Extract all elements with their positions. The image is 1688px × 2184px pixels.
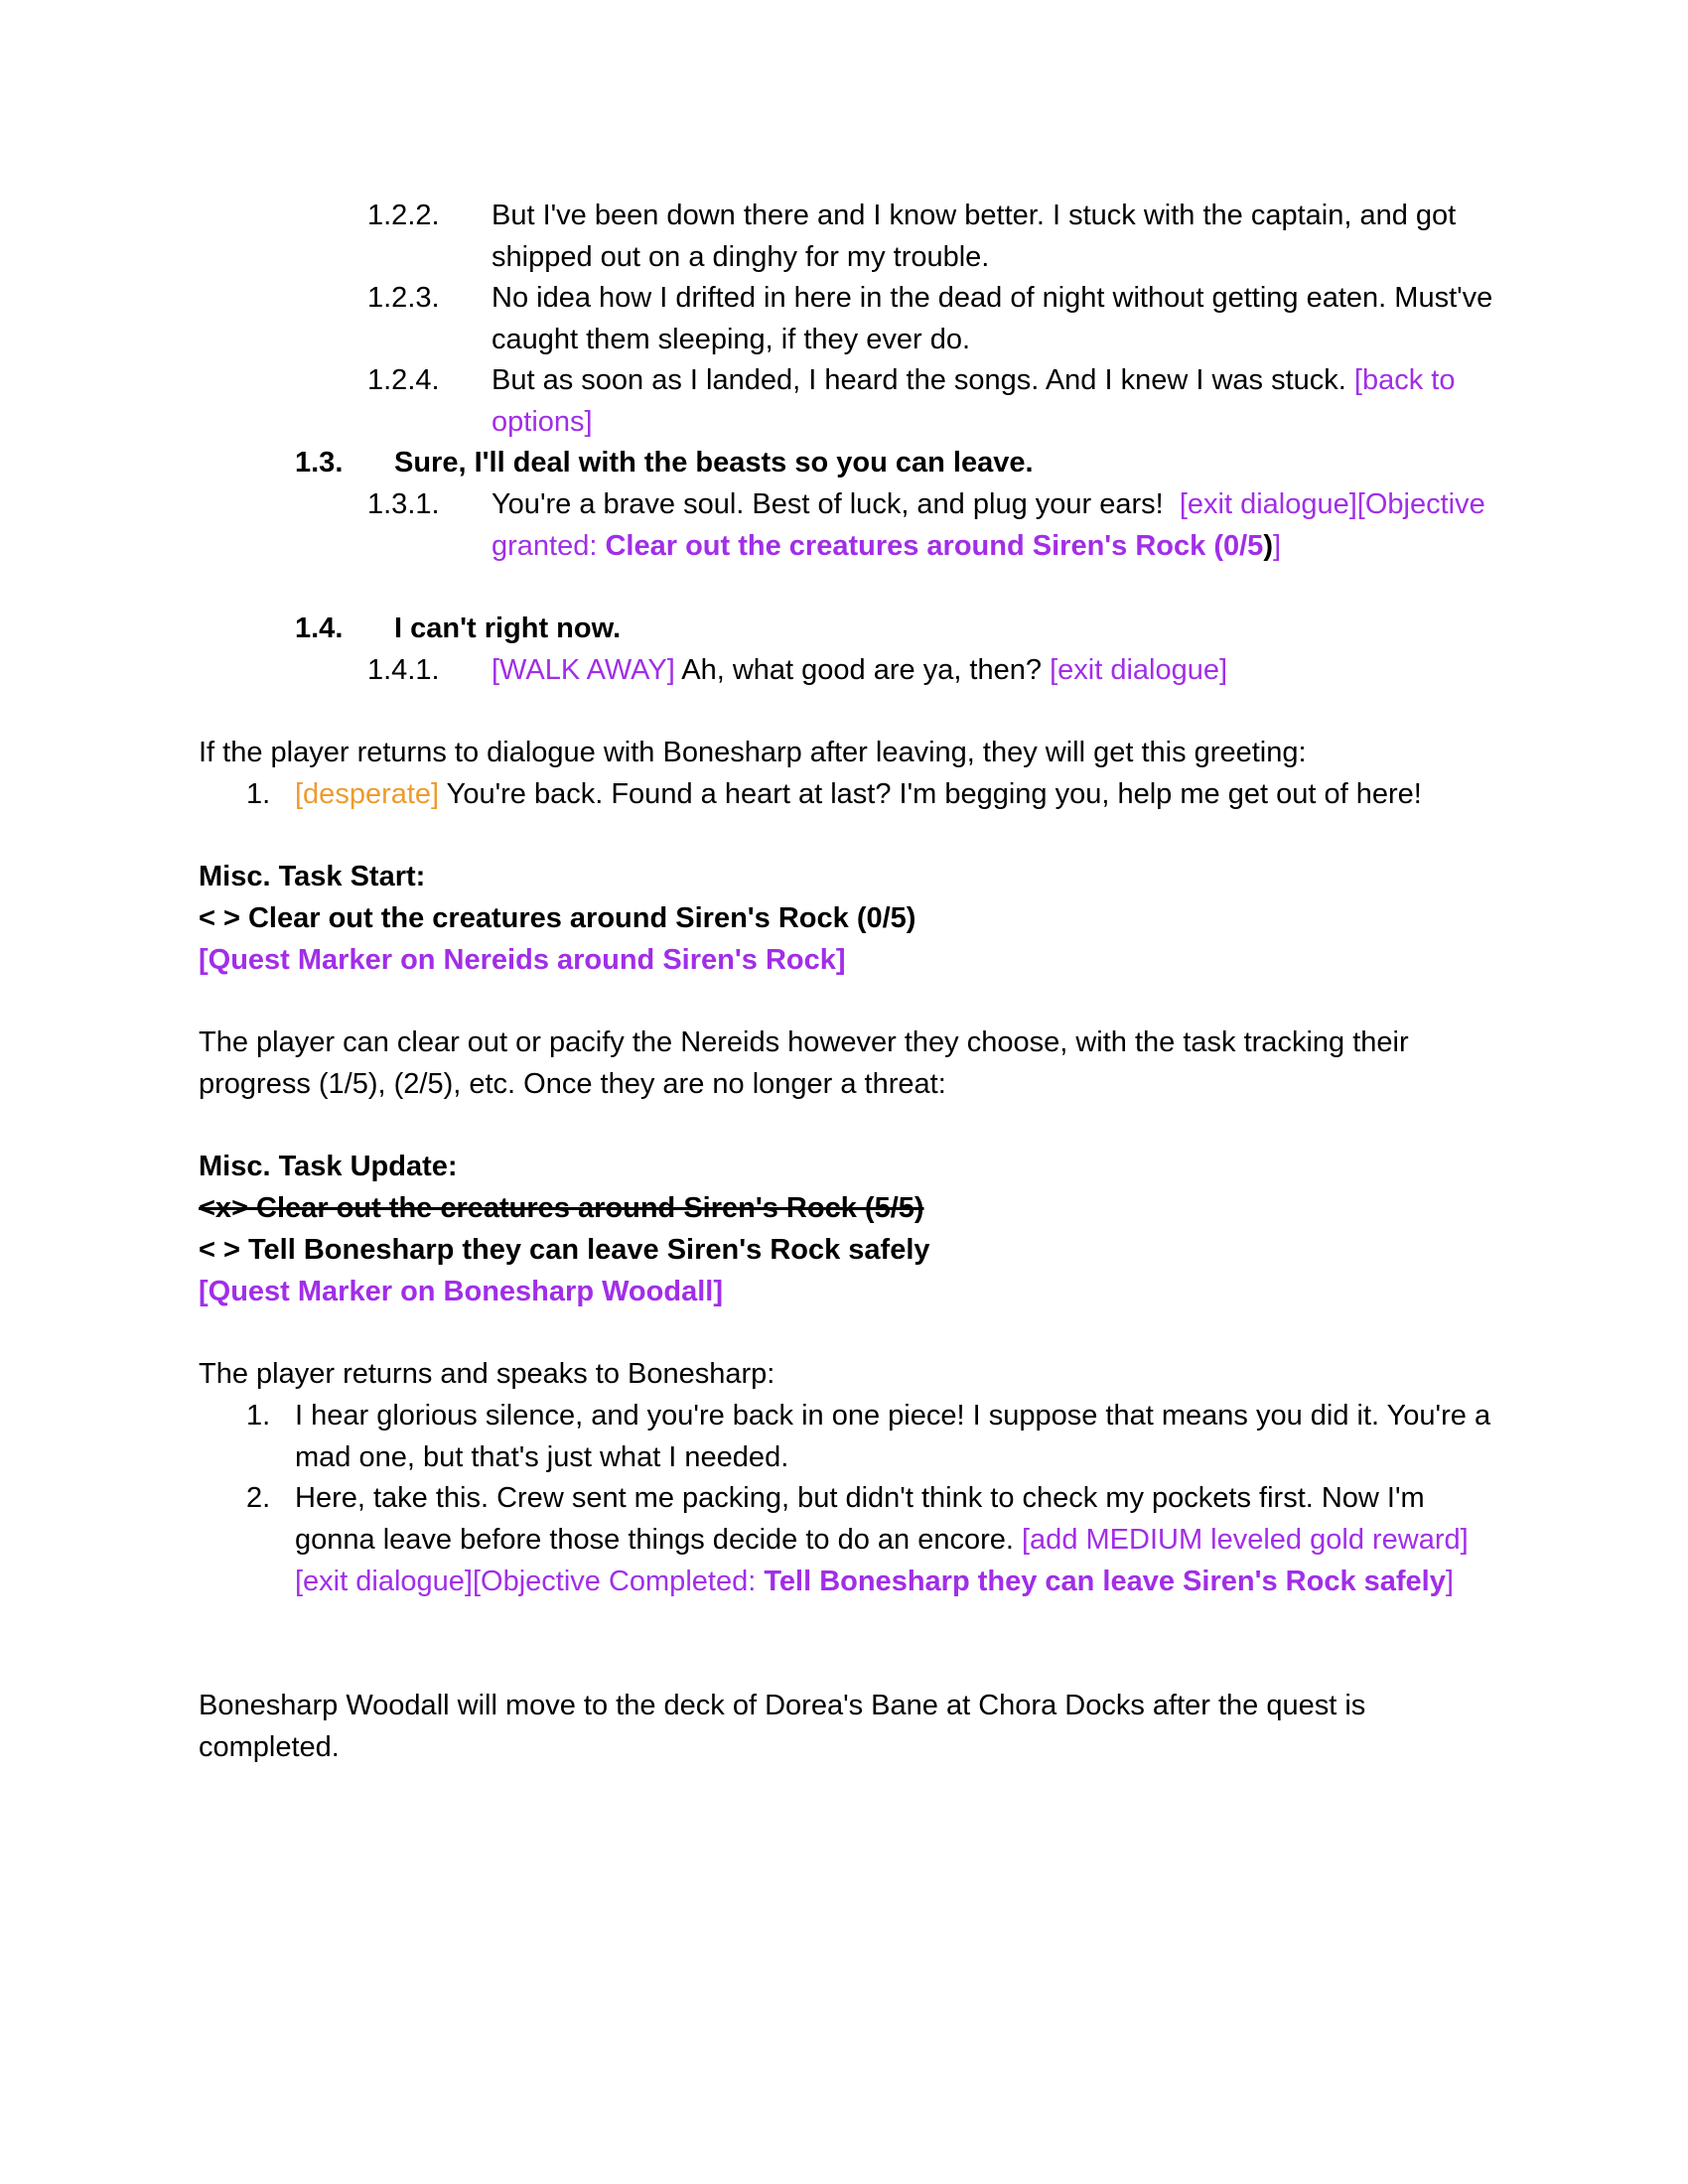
back-to-options-tag: [back to options] (492, 364, 1456, 438)
option-text: Sure, I'll deal with the beasts so you can leave. (394, 447, 1034, 478)
objective-close-bracket: ] (1445, 1566, 1454, 1597)
task-start-item: < > Clear out the creatures around Siren's Rock (0/5) (199, 902, 916, 934)
item-text-wrapper (295, 773, 1422, 815)
return-dialogue-intro: The player returns and speaks to Bonesharp: (199, 1358, 775, 1390)
task-update-heading: Misc. Task Update: (199, 1151, 458, 1182)
item-text: You're back. Found a heart at last? I'm begging you, help me get out of here! (446, 778, 1422, 810)
objective-close-bracket: ] (1272, 530, 1282, 562)
item-text: But as soon as I landed, I heard the songs. And I knew I was stuck. (492, 364, 1346, 396)
item-text: You're a brave soul. Best of luck, and plug your ears! (492, 488, 1164, 520)
objective-name: Clear out the creatures around Siren's Rock (0/5 (605, 530, 1264, 562)
item-text-wrapper (492, 649, 1494, 691)
item-number: 1.2.4. (367, 364, 440, 396)
item-text: Ah, what good are ya, then? (681, 654, 1043, 686)
item-text: I hear glorious silence, and you're back in one piece! I suppose that means you did it. You're a mad one, but that's just what I needed. (295, 1400, 1491, 1473)
item-number: 1.4.1. (367, 654, 440, 686)
exit-dialogue-tag: [exit dialogue] (1050, 654, 1228, 686)
exit-dialogue-objective-tag: [exit dialogue][Objective granted: (492, 488, 1485, 562)
item-number: 1.2.3. (367, 282, 440, 314)
item-number: 1.2.2. (367, 200, 440, 231)
closing-paragraph: Bonesharp Woodall will move to the deck of Dorea's Bane at Chora Docks after the quest is completed. (199, 1690, 1366, 1763)
item-text: No idea how I drifted in here in the dead of night without getting eaten. Must've caught them sleeping, if they ever do. (492, 282, 1493, 355)
objective-close-paren: ) (1263, 530, 1273, 562)
option-number: 1.3. (295, 447, 344, 478)
item-text-wrapper (492, 483, 1494, 567)
completed-task-item: <x> Clear out the creatures around Siren's Rock (5/5) (199, 1192, 924, 1224)
item-text: But I've been down there and I know better. I stuck with the captain, and got shipped out on a dinghy for my trouble. (492, 200, 1457, 273)
item-text: Here, take this. Crew sent me packing, but didn't think to check my pockets first. Now I'm gonna leave before those things decide to do an encore. (295, 1482, 1425, 1556)
walk-away-tag: [WALK AWAY] (492, 654, 675, 686)
item-text-wrapper (492, 359, 1494, 443)
progress-paragraph: The player can clear out or pacify the Nereids however they choose, with the task tracking their progress (1/5), (2/5), etc. Once they are no longer a threat: (199, 1026, 1409, 1100)
item-text-wrapper (295, 1477, 1491, 1602)
item-number: 1. (246, 778, 271, 810)
item-number: 1.3.1. (367, 488, 440, 520)
new-task-item: < > Tell Bonesharp they can leave Siren's Rock safely (199, 1234, 930, 1266)
quest-marker-bonesharp: [Quest Marker on Bonesharp Woodall] (199, 1276, 723, 1307)
quest-marker-nereids: [Quest Marker on Nereids around Siren's Rock] (199, 944, 846, 976)
item-number: 2. (246, 1482, 271, 1514)
option-number: 1.4. (295, 613, 344, 644)
return-greeting-intro: If the player returns to dialogue with Bonesharp after leaving, they will get this greeting: (199, 737, 1307, 768)
option-text: I can't right now. (394, 613, 622, 644)
item-number: 1. (246, 1400, 271, 1432)
reward-exit-objective-tag: [add MEDIUM leveled gold reward] [exit dialogue][Objective Completed: (295, 1524, 1469, 1597)
task-start-heading: Misc. Task Start: (199, 861, 426, 892)
desperate-tag: [desperate] (295, 778, 440, 810)
objective-name: Tell Bonesharp they can leave Siren's Rock safely (764, 1566, 1446, 1597)
